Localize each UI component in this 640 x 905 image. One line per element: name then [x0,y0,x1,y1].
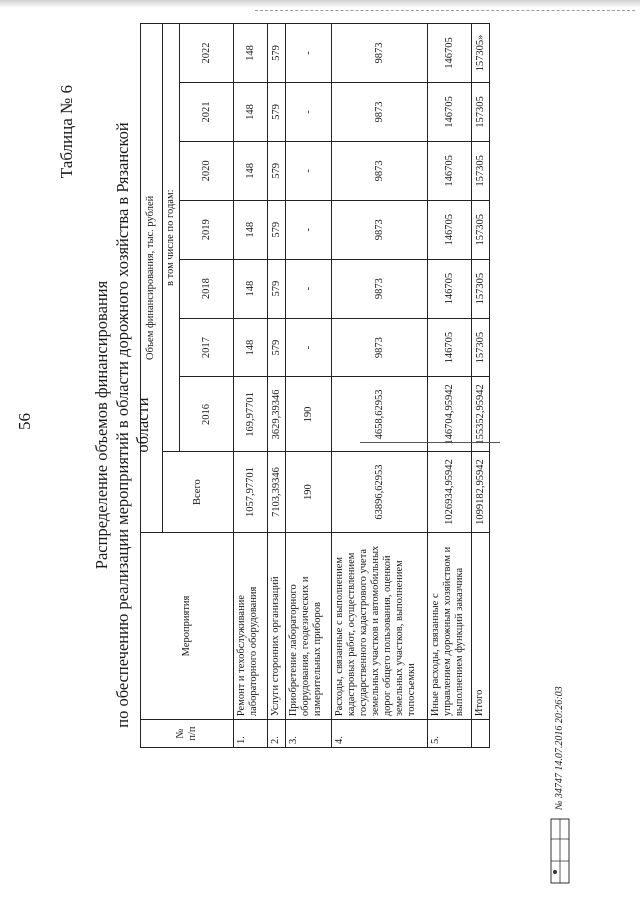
row-name: Приобретение лабораторного оборудования, геодезических и измерительных приборов [286,532,332,719]
row-value: 9873 [332,259,428,318]
row-value: 157305» [472,24,490,83]
row-value: 9873 [332,200,428,259]
registry-stamp-icon [545,815,575,885]
year-header: 2020 [180,141,234,200]
row-num [472,720,490,748]
col-event-header: Мероприятия [141,532,234,719]
document-title: Распределение объемов финансирования [92,280,111,570]
row-value: 9873 [332,318,428,377]
table-row [428,24,472,748]
col-total-header: Всего [163,452,234,532]
row-num: 1. [234,720,268,748]
row-total: 1057,97701 [234,452,268,532]
row-num: 3. [286,720,332,748]
row-value: 579 [268,200,286,259]
row-value: 146705 [428,141,472,200]
divider-line [360,442,500,443]
row-value: 579 [268,24,286,83]
row-value: 9873 [332,83,428,142]
col-funding-header: Объем финансирования, тыс. рублей [141,24,163,533]
table-row [286,24,332,748]
row-value: 579 [268,141,286,200]
row-total: 7103,39346 [268,452,286,532]
table-label: Таблица № 6 [57,85,76,179]
year-header: 2018 [180,259,234,318]
row-value: 190 [286,377,332,452]
row-value: - [286,318,332,377]
document-subtitle: по обеспечению реализации мероприятий в области дорожного хозяйства в Рязанской области [113,122,152,728]
row-name: Ремонт и техобслуживание лабораторного оборудования [234,532,268,719]
row-value: 3629,39346 [268,377,286,452]
row-value: 148 [234,259,268,318]
page-number: 56 [15,413,34,430]
header-row [141,24,163,748]
total-row [472,24,490,748]
table-row [234,24,268,748]
row-name: Услуги сторонних организаций [268,532,286,719]
row-value: - [286,24,332,83]
row-value: 9873 [332,141,428,200]
year-header: 2019 [180,200,234,259]
registry-stamp-text: № 34747 14.07.2016 20:26:03 [554,686,565,810]
row-num: 4. [332,720,428,748]
row-num: 5. [428,720,472,748]
table-row [268,24,286,748]
row-total: 1026934,95942 [428,452,472,532]
row-num: 2. [268,720,286,748]
row-total: 63896,62953 [332,452,428,532]
row-value: 146704,95942 [428,377,472,452]
row-value: 579 [268,259,286,318]
row-value: 146705 [428,24,472,83]
row-name: Иные расходы, связанные с управлением дорожным хозяйством и выполнением функций заказчика [428,532,472,719]
year-header: 2022 [180,24,234,83]
row-total: 1099182,95942 [472,452,490,532]
row-value: 148 [234,318,268,377]
row-value: - [286,259,332,318]
row-value: 579 [268,83,286,142]
row-value: - [286,200,332,259]
row-value: 146705 [428,318,472,377]
row-value: - [286,83,332,142]
row-value: 157305 [472,83,490,142]
row-value: 146705 [428,259,472,318]
row-name: Итого [472,532,490,719]
row-value: 157305 [472,259,490,318]
row-value: 157305 [472,141,490,200]
row-value: 157305 [472,200,490,259]
year-header: 2016 [180,377,234,452]
row-name: Расходы, связанные с выполнением кадастровых работ, осуществлением государственного кадастрового учета земельных участков и автомобильных дорог общего пользования, оценкой земельных участков, выполнением топосъемки [332,532,428,719]
row-value: 146705 [428,83,472,142]
row-value: 4658,62953 [332,377,428,452]
row-value: 169,97701 [234,377,268,452]
year-header: 2021 [180,83,234,142]
year-header: 2017 [180,318,234,377]
row-value: 9873 [332,24,428,83]
row-value: 148 [234,83,268,142]
row-value: 579 [268,318,286,377]
row-total: 190 [286,452,332,532]
table-row [332,24,428,748]
col-num-header: № п/п [141,720,234,748]
row-value: 155352,95942 [472,377,490,452]
funding-table [140,23,490,748]
row-value: 148 [234,141,268,200]
row-value: - [286,141,332,200]
row-value: 148 [234,200,268,259]
row-value: 157305 [472,318,490,377]
row-value: 146705 [428,200,472,259]
col-years-header: в том числе по годам: [163,24,180,452]
row-value: 148 [234,24,268,83]
